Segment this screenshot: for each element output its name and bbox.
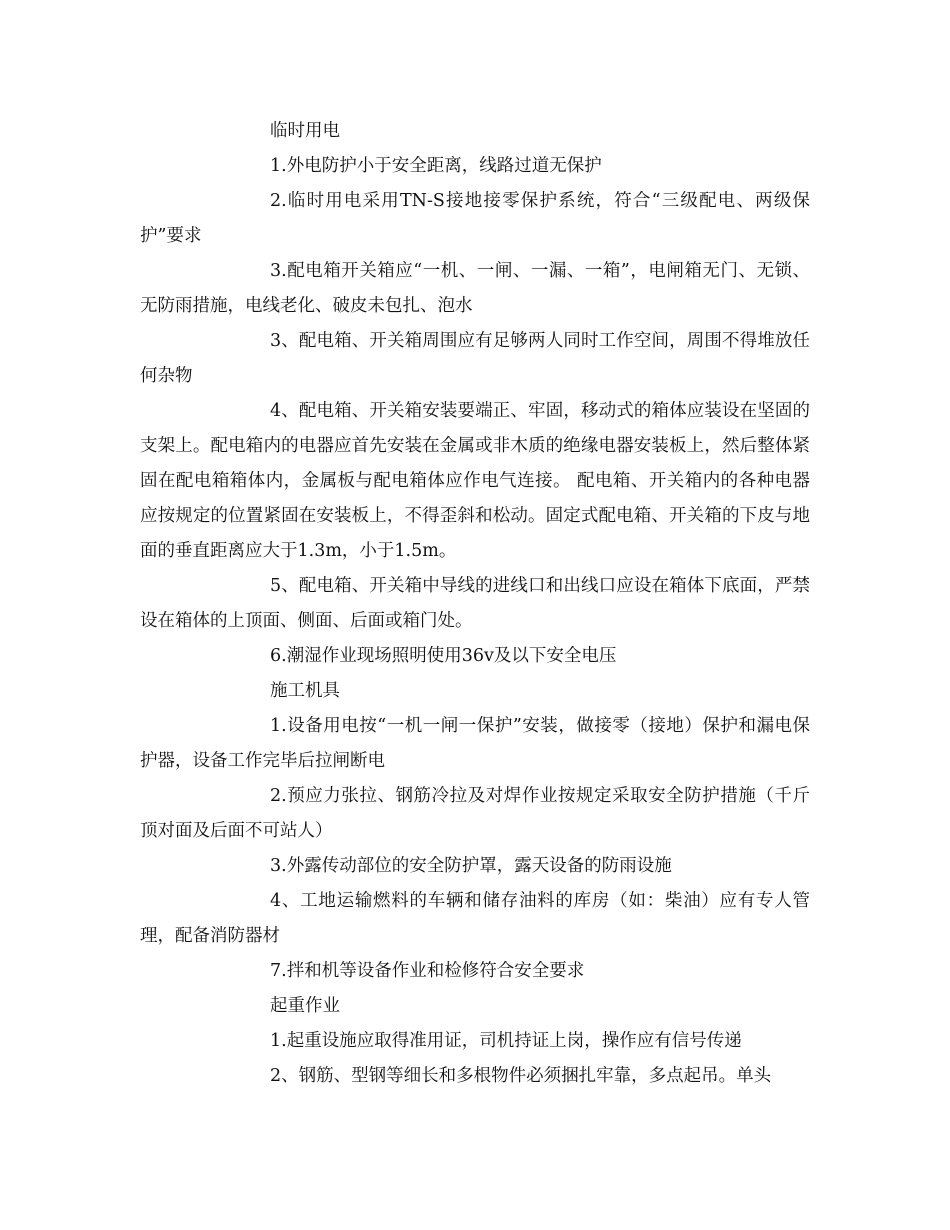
paragraph: 1.外电防护小于安全距离，线路过道无保护 [270,156,602,176]
paragraph: 5、配电箱、开关箱中导线的进线口和出线口应设在箱体下底面，严禁设在箱体的上顶面、侧面、后面或箱门处。 [140,576,810,631]
paragraph: 4、配电箱、开关箱安装要端正、牢固，移动式的箱体应装设在坚固的支架上。配电箱内的电器应首先安装在金属或非木质的绝缘电器安装板上，然后整体紧固在配电箱箱体内，金属板与配电箱体应作电气连接。 配电箱、开关箱内的各种电器应按规定的位置紧固在安装板上，不得歪斜和松动。固定式配电箱、开关箱的下皮与地面的垂直距离应大于1.3m，小于1.5m。 [140,401,810,561]
paragraph: 6.潮湿作业现场照明使用36v及以下安全电压 [270,646,617,666]
paragraph: 2.预应力张拉、钢筋冷拉及对焊作业按规定采取安全防护措施（千斤顶对面及后面不可站人） [140,786,810,841]
section-heading-temporary-power: 临时用电 [270,121,340,141]
section-heading-construction-machinery: 施工机具 [270,681,340,701]
paragraph: 2、钢筋、型钢等细长和多根物件必须捆扎牢靠，多点起吊。单头 [270,1066,772,1086]
paragraph: 1.起重设施应取得准用证，司机持证上岗，操作应有信号传递 [270,1031,742,1051]
paragraph: 3.外露传动部位的安全防护罩，露天设备的防雨设施 [270,856,672,876]
paragraph: 2.临时用电采用TN-S接地接零保护系统，符合“三级配电、两级保护”要求 [140,191,810,246]
paragraph: 1.设备用电按“一机一闸一保护”安装，做接零（接地）保护和漏电保护器，设备工作完毕后拉闸断电 [140,716,810,771]
paragraph: 4、工地运输燃料的车辆和储存油料的库房（如：柴油）应有专人管理，配备消防器材 [140,891,810,946]
section-heading-lifting-operations: 起重作业 [270,996,340,1016]
paragraph: 3.配电箱开关箱应“一机、一闸、一漏、一箱”，电闸箱无门、无锁、无防雨措施，电线老化、破皮未包扎、泡水 [140,261,810,316]
paragraph: 3、配电箱、开关箱周围应有足够两人同时工作空间，周围不得堆放任何杂物 [140,331,810,386]
document-body [140,114,810,1094]
paragraph: 7.拌和机等设备作业和检修符合安全要求 [270,961,585,981]
